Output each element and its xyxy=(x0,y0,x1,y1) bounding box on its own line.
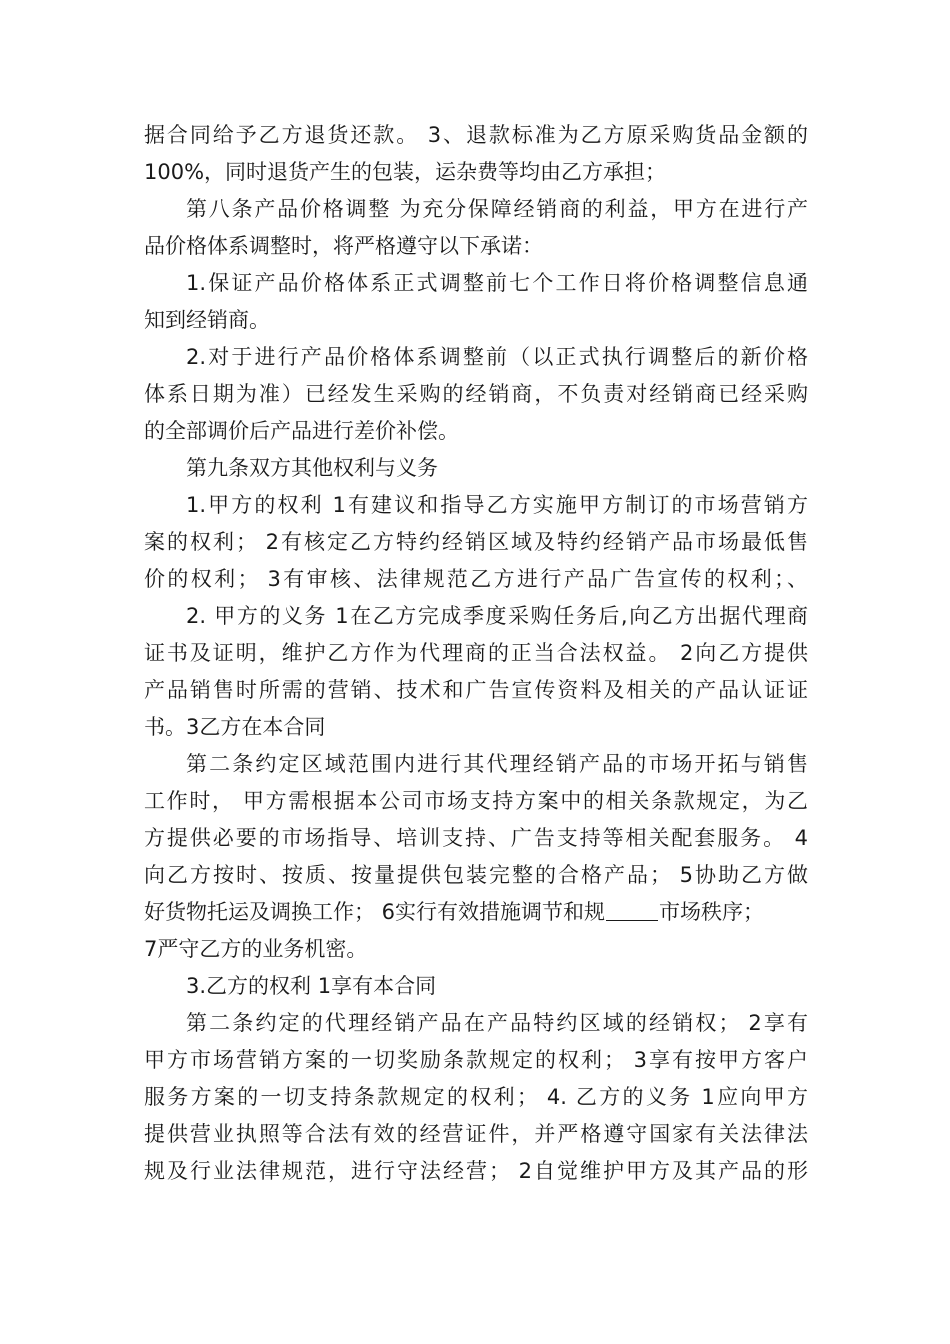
document-page xyxy=(144,117,808,1190)
text-line-19: 工作时， 甲方需根据本公司市场支持方案中的相关条款规定，为乙 xyxy=(144,789,808,813)
text-line-5: 1.保证产品价格体系正式调整前七个工作日将价格调整信息通 xyxy=(186,271,808,295)
text-line-2: 100%，同时退货产生的包装，运杂费等均由乙方承担； xyxy=(144,160,667,184)
fill-in-blank xyxy=(606,899,658,921)
text-line-11: 1.甲方的权利 1有建议和指导乙方实施甲方制订的市场营销方 xyxy=(186,493,808,517)
text-line-25: 第二条约定的代理经销产品在产品特约区域的经销权； 2享有 xyxy=(186,1011,808,1035)
text-line-22-part-2: 市场秩序； xyxy=(659,900,765,924)
text-line-6: 知到经销商。 xyxy=(144,308,270,332)
text-line-28: 提供营业执照等合法有效的经营证件，并严格遵守国家有关法律法 xyxy=(144,1122,808,1146)
text-line-20: 方提供必要的市场指导、培训支持、广告支持等相关配套服务。 4 xyxy=(144,826,808,850)
text-line-8: 体系日期为准）已经发生采购的经销商，不负责对经销商已经采购 xyxy=(144,382,808,406)
text-line-29: 规及行业法律规范，进行守法经营； 2自觉维护甲方及其产品的形 xyxy=(144,1159,808,1183)
text-line-9: 的全部调价后产品进行差价补偿。 xyxy=(144,419,459,443)
text-line-4: 品价格体系调整时，将严格遵守以下承诺： xyxy=(144,234,543,258)
text-line-23: 7严守乙方的业务机密。 xyxy=(144,937,368,961)
text-line-17: 书。3乙方在本合同 xyxy=(144,715,326,739)
text-line-22-part-1: 好货物托运及调换工作； 6实行有效措施调节和规 xyxy=(144,900,606,924)
text-line-12: 案的权利； 2有核定乙方特约经销区域及特约经销产品市场最低售 xyxy=(144,530,808,554)
text-line-14: 2. 甲方的义务 1在乙方完成季度采购任务后,向乙方出据代理商 xyxy=(186,604,808,628)
text-line-10: 第九条双方其他权利与义务 xyxy=(186,456,438,480)
text-line-15: 证书及证明，维护乙方作为代理商的正当合法权益。 2向乙方提供 xyxy=(144,641,808,665)
text-line-16: 产品销售时所需的营销、技术和广告宣传资料及相关的产品认证证 xyxy=(144,678,808,702)
text-line-13: 价的权利； 3有审核、法律规范乙方进行产品广告宣传的权利；、 xyxy=(144,567,808,591)
text-line-26: 甲方市场营销方案的一切奖励条款规定的权利； 3享有按甲方客户 xyxy=(144,1048,808,1072)
text-line-21: 向乙方按时、按质、按量提供包装完整的合格产品； 5协助乙方做 xyxy=(144,863,808,887)
text-line-7: 2.对于进行产品价格体系调整前（以正式执行调整后的新价格 xyxy=(186,345,808,369)
text-line-27: 服务方案的一切支持条款规定的权利； 4. 乙方的义务 1应向甲方 xyxy=(144,1085,808,1109)
text-line-24: 3.乙方的权利 1享有本合同 xyxy=(186,974,437,998)
text-line-22 xyxy=(144,894,808,931)
text-line-3: 第八条产品价格调整 为充分保障经销商的利益，甲方在进行产 xyxy=(186,197,808,221)
text-line-18: 第二条约定区域范围内进行其代理经销产品的市场开拓与销售 xyxy=(186,752,808,776)
text-line-1: 据合同给予乙方退货还款。 3、退款标准为乙方原采购货品金额的 xyxy=(144,123,808,147)
